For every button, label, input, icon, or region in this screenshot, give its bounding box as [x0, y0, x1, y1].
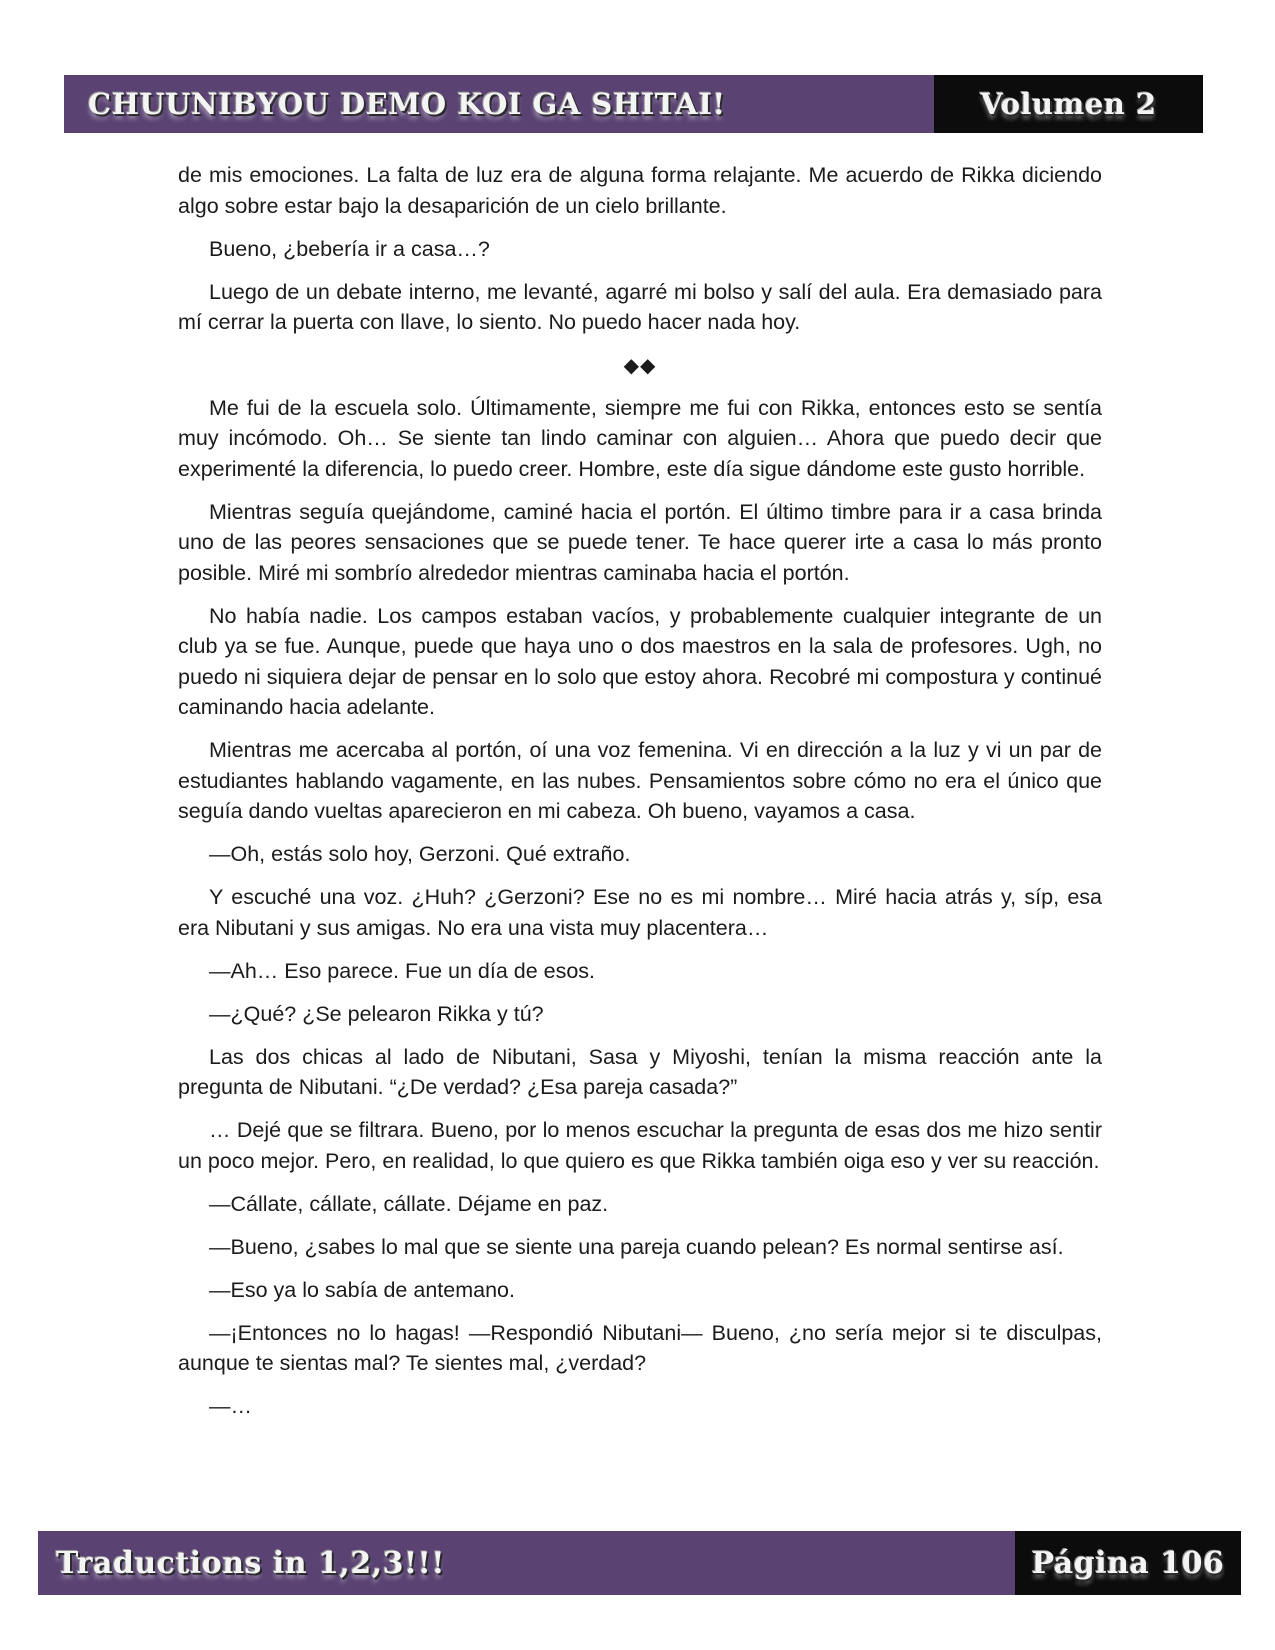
scene-break-divider: ◆◆	[623, 353, 657, 377]
footer-page-panel	[1015, 1531, 1241, 1595]
page-header	[64, 75, 1203, 133]
paragraph: Luego de un debate interno, me levanté, agarré mi bolso y salí del aula. Era demasiado para mí cerrar la puerta con llave, lo siento. No puedo hacer nada hoy.	[178, 279, 1102, 334]
paragraph: —¡Entonces no lo hagas! —Respondió Nibutani— Bueno, ¿no sería mejor si te disculpas, aunque te sientas mal? Te sientes mal, ¿verdad?	[178, 1320, 1102, 1375]
paragraph: —…	[209, 1394, 252, 1418]
paragraph: Las dos chicas al lado de Nibutani, Sasa y Miyoshi, tenían la misma reacción ante la pregunta de Nibutani. “¿De verdad? ¿Esa pareja casada?”	[178, 1044, 1102, 1099]
footer-credit-panel	[38, 1531, 1015, 1595]
paragraph: —Oh, estás solo hoy, Gerzoni. Qué extraño.	[209, 842, 631, 866]
book-title: CHUUNIBYOU DEMO KOI GA SHITAI!	[88, 87, 726, 121]
header-title-panel	[64, 75, 934, 133]
paragraph: Y escuché una voz. ¿Huh? ¿Gerzoni? Ese no es mi nombre… Miré hacia atrás y, síp, esa era Nibutani y sus amigas. No era una vista muy placentera…	[178, 885, 1102, 940]
paragraph: Bueno, ¿bebería ir a casa…?	[209, 236, 490, 261]
paragraph: … Dejé que se filtrara. Bueno, por lo menos escuchar la pregunta de esas dos me hizo sentir un poco mejor. Pero, en realidad, lo que quiero es que Rikka también oiga eso y ver su reacción.	[178, 1118, 1102, 1173]
paragraph: —Cállate, cállate, cállate. Déjame en paz.	[209, 1191, 609, 1216]
paragraph: —Ah… Eso parece. Fue un día de esos.	[209, 958, 596, 983]
paragraph: No había nadie. Los campos estaban vacíos, y probablemente cualquier integrante de un club ya se fue. Aunque, puede que haya uno o dos maestros en la sala de profesores. Ugh, no puedo ni siquiera dejar de pensar en lo solo que estoy ahora. Recobré mi compostura y continué caminando hacia adelante.	[178, 603, 1102, 719]
header-volume-panel	[934, 75, 1203, 133]
page-number: Página 106	[1031, 1545, 1225, 1581]
paragraph: de mis emociones. La falta de luz era de alguna forma relajante. Me acuerdo de Rikka diciendo algo sobre estar bajo la desaparición de un cielo brillante.	[178, 163, 1102, 218]
page-footer	[38, 1531, 1241, 1595]
volume-label: Volumen 2	[980, 87, 1157, 121]
paragraph: —Bueno, ¿sabes lo mal que se siente una pareja cuando pelean? Es normal sentirse así.	[209, 1234, 1064, 1259]
paragraph: Mientras me acercaba al portón, oí una voz femenina. Vi en dirección a la luz y vi un par de estudiantes hablando vagamente, en las nubes. Pensamientos sobre cómo no era el único que seguía dando vueltas aparecieron en mi cabeza. Oh bueno, vayamos a casa.	[178, 738, 1102, 823]
paragraph: —¿Qué? ¿Se pelearon Rikka y tú?	[209, 1001, 544, 1026]
paragraph: Me fui de la escuela solo. Últimamente, siempre me fui con Rikka, entonces esto se sentía muy incómodo. Oh… Se siente tan lindo caminar con alguien… Ahora que puedo decir que experimenté la diferencia, lo puedo creer. Hombre, este día sigue dándome este gusto horrible.	[178, 395, 1102, 481]
paragraph: —Eso ya lo sabía de antemano.	[209, 1277, 515, 1302]
page-body	[178, 160, 1102, 1434]
translator-credit: Traductions in 1,2,3!!!	[56, 1545, 446, 1581]
paragraph: Mientras seguía quejándome, caminé hacia el portón. El último timbre para ir a casa brinda uno de las peores sensaciones que se puede tener. Te hace querer irte a casa lo más pronto posible. Miré mi sombrío alrededor mientras caminaba hacia el portón.	[178, 499, 1102, 585]
